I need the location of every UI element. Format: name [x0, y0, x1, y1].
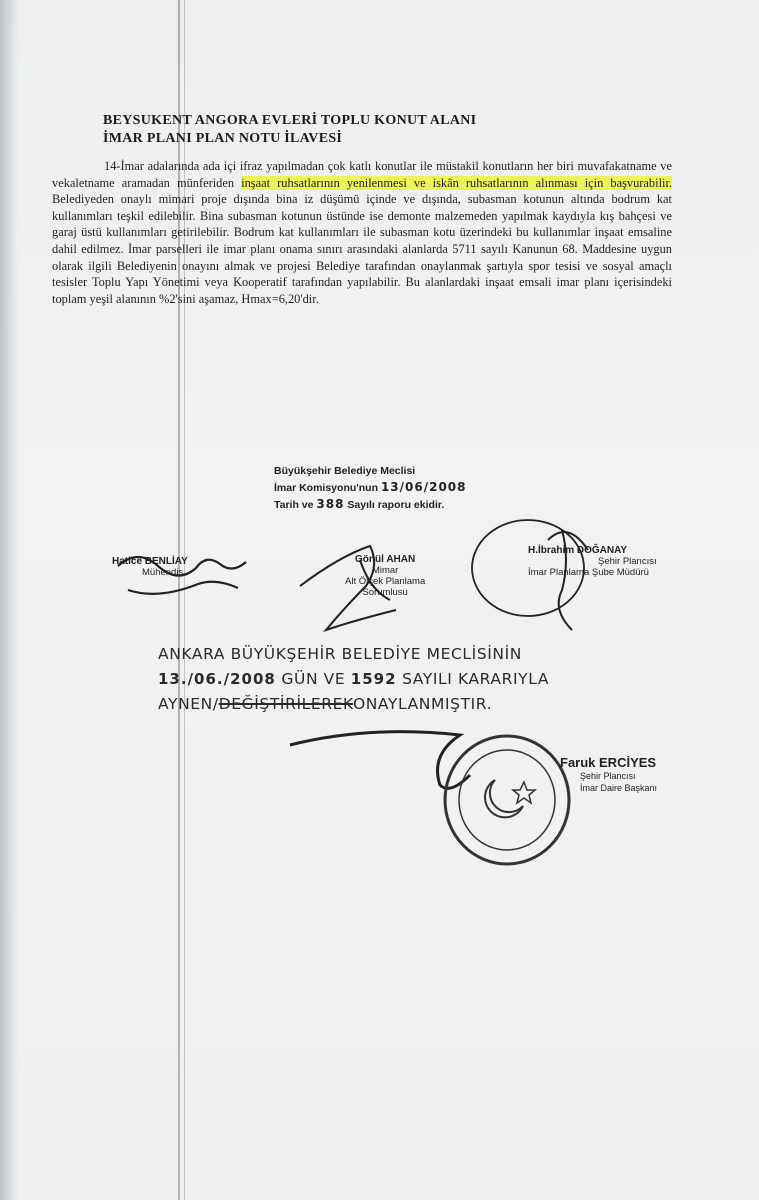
- official-seal: [445, 736, 569, 864]
- commission-line1: Büyükşehir Belediye Meclisi: [274, 465, 416, 477]
- signer-middle-role1: Mimar: [371, 565, 399, 576]
- approval-line2-mid: GÜN VE: [281, 670, 346, 688]
- signer-right-role2: İmar Planlama Şube Müdürü: [528, 567, 649, 578]
- paragraph-text-end: Belediyeden onaylı mimari proje dışında bina iz düşümü içinde ve dışında, subasman kotunun altında bodrum kat kullanımları teşkil edilebilir. Bina subasman kotunun üstünde ise demonte malzemeden yapılmak kaydıyla kış bahçesi ve garaj üstü kullanımları getirilebilir. Bodrum kat kullanımları ile subasman kotu üzerindeki bu kullanımlar inşaat emsaline dahil edilmez. İmar parselleri ile imar planı onama sınırı arasındaki alanlarda 5711 sayılı Kanunun 68. Maddesine uygun olarak ilgili Belediyenin onayını almak ve projesi Belediye tarafından onaylanmak şartıyla spor tesisi ve sosyal amaçlı tesisler Toplu Yapı Yönetimi veya Kooperatif tarafından yapılabilir. Bu alanlardaki inşaat emsali imar planı içerisindeki toplam yeşil alanının %2'sini aşamaz, Hmax=6,20'dir.: [52, 192, 672, 306]
- commission-number-handwritten: 388: [316, 497, 345, 511]
- final-signer-role2: İmar Daire Başkanı: [580, 783, 658, 793]
- approval-line1: ANKARA BÜYÜKŞEHİR BELEDİYE MECLİSİNİN: [158, 645, 522, 663]
- commission-line3-suffix: Sayılı raporu ekidir.: [347, 499, 445, 511]
- final-signer-name: Faruk ERCİYES: [560, 755, 657, 770]
- signer-middle-role3: Sorumlusu: [362, 587, 408, 598]
- signature-scribble-left: [118, 557, 246, 594]
- signature-loop-right: [472, 520, 584, 616]
- commission-line2-prefix: İmar Komisyonu'nun: [274, 482, 379, 494]
- paragraph-text-start: 14-İmar adalarında ada içi ifraz yapılmadan çok katlı konutlar ile müstakil konutların her biri muvafakatname ve vekaletname aramadan münferiden: [52, 159, 672, 190]
- signature-scribble-middle: [300, 546, 396, 630]
- signer-middle-role2: Alt Ölçek Planlama: [345, 576, 426, 587]
- signer-middle-name: Gönül AHAN: [355, 554, 416, 565]
- doc-title-line2: İMAR PLANI PLAN NOTU İLAVESİ: [103, 131, 343, 146]
- approval-struck-word: DEĞİŞTİRİLEREK: [218, 695, 353, 713]
- approval-line3-b: ONAYLANMIŞTIR.: [352, 695, 493, 713]
- signature-sweep-approval: [290, 732, 470, 789]
- commission-line3-prefix: Tarih ve: [274, 499, 314, 511]
- commission-date-handwritten: 13/06/2008: [380, 480, 467, 494]
- approval-line3-a: AYNEN/: [158, 695, 219, 713]
- signer-left-name: Hatice BENLİAY: [112, 556, 188, 567]
- approval-date-handwritten: 13./06./2008: [158, 670, 276, 688]
- approval-line2-end: SAYILI KARARIYLA: [402, 670, 550, 688]
- doc-title-line1: BEYSUKENT ANGORA EVLERİ TOPLU KONUT ALANI: [103, 113, 477, 128]
- highlighted-text: inşaat ruhsatlarının yenilenmesi ve iskân ruhsatlarının alınması için başvurabilir.: [241, 175, 672, 190]
- final-signer-role1: Şehir Plancısı: [580, 771, 636, 781]
- signer-left-role: Mühendis: [142, 567, 184, 578]
- signer-right-name: H.İbrahim DOĞANAY: [528, 545, 628, 556]
- signer-right-role1: Şehir Plancısı: [598, 556, 657, 567]
- approval-number-handwritten: 1592: [350, 670, 397, 688]
